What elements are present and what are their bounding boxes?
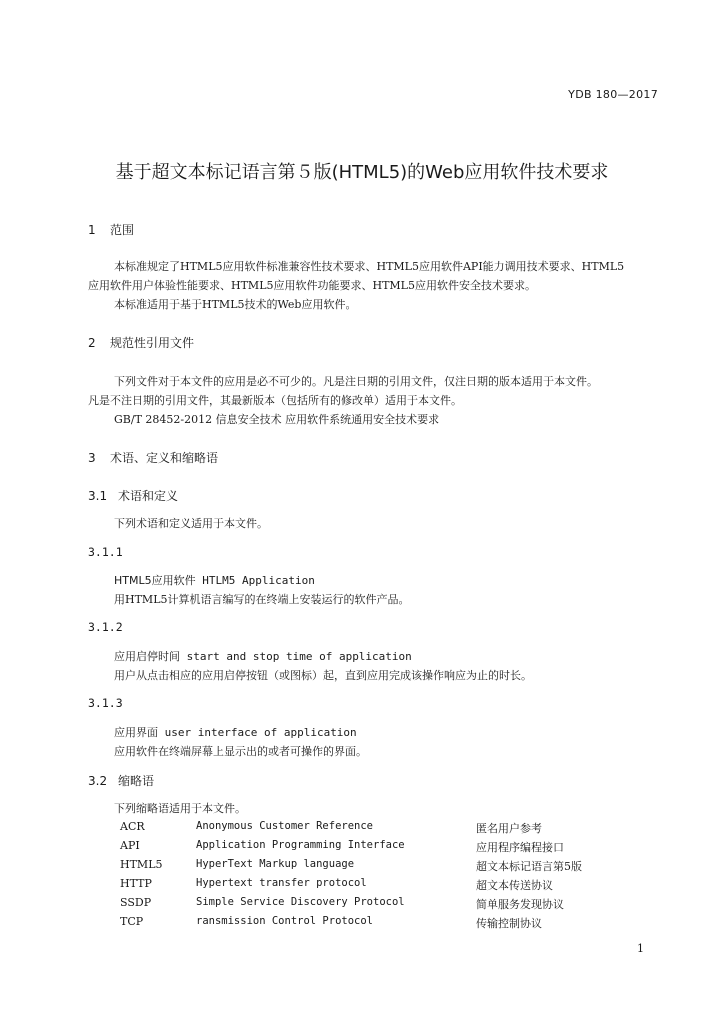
term-chinese: 应用启停时间 bbox=[114, 650, 180, 663]
subsection-heading-3-2 bbox=[88, 772, 154, 789]
term-definition: 用户从点击相应的应用启停按钮（或图标）起，直到应用完成该操作响应为止的时长。 bbox=[114, 669, 532, 682]
reference-item: GB/T 28452-2012 信息安全技术 应用软件系统通用安全技术要求 bbox=[114, 413, 440, 426]
abbr-chinese: 传输控制协议 bbox=[476, 917, 542, 930]
term-chinese: HTML5应用软件 bbox=[114, 574, 196, 587]
abbr-english: Simple Service Discovery Protocol bbox=[196, 896, 405, 908]
term-number: 3.1.3 bbox=[88, 696, 123, 710]
abbr-english: Anonymous Customer Reference bbox=[196, 820, 374, 832]
abbr-chinese: 匿名用户参考 bbox=[476, 822, 542, 835]
paragraph-line: 下列文件对于本文件的应用是必不可少的。凡是注日期的引用文件，仅注日期的版本适用于本文件。 bbox=[114, 375, 598, 388]
section-heading-3 bbox=[88, 449, 218, 466]
section-heading-1 bbox=[88, 221, 134, 238]
abbr-english: Hypertext transfer protocol bbox=[196, 877, 367, 889]
section-heading-2 bbox=[88, 334, 194, 351]
paragraph-line: 本标准适用于基于HTML5技术的Web应用软件。 bbox=[114, 298, 357, 311]
abbr-english: ransmission Control Protocol bbox=[196, 915, 374, 927]
term-definition: 用HTML5计算机语言编写的在终端上安装运行的软件产品。 bbox=[114, 593, 410, 606]
abbr-chinese: 超文本标记语言第5版 bbox=[476, 860, 582, 873]
section-number: 2 bbox=[88, 336, 96, 350]
standard-code: YDB 180—2017 bbox=[568, 88, 658, 101]
term-english: start and stop time of application bbox=[186, 650, 412, 663]
section-number: 3 bbox=[88, 451, 96, 465]
paragraph-line: 下列缩略语适用于本文件。 bbox=[114, 802, 246, 815]
paragraph-line: 下列术语和定义适用于本文件。 bbox=[114, 517, 268, 530]
term-english: HTLM5 Application bbox=[202, 574, 315, 587]
section-number: 1 bbox=[88, 223, 96, 237]
term-heading bbox=[114, 724, 357, 740]
paragraph-line: 应用软件用户体验性能要求、HTML5应用软件功能要求、HTML5应用软件安全技术要求。 bbox=[88, 279, 536, 292]
subsection-heading-3-1 bbox=[88, 487, 178, 504]
subsection-number: 3.1 bbox=[88, 489, 108, 503]
page-number: 1 bbox=[637, 942, 644, 955]
section-title: 范围 bbox=[110, 223, 135, 237]
subsection-number: 3.2 bbox=[88, 774, 108, 788]
abbr-code: SSDP bbox=[120, 896, 152, 909]
abbr-code: API bbox=[120, 839, 140, 852]
abbr-chinese: 超文本传送协议 bbox=[476, 879, 553, 892]
abbr-code: ACR bbox=[120, 820, 145, 833]
abbr-english: HyperText Markup language bbox=[196, 858, 355, 870]
section-title: 规范性引用文件 bbox=[110, 336, 195, 350]
term-heading bbox=[114, 572, 315, 588]
term-number: 3.1.2 bbox=[88, 620, 123, 634]
abbr-english: Application Programming Interface bbox=[196, 839, 405, 851]
section-title: 术语、定义和缩略语 bbox=[110, 451, 219, 465]
paragraph-line: 凡是不注日期的引用文件，其最新版本（包括所有的修改单）适用于本文件。 bbox=[88, 394, 462, 407]
abbr-code: HTTP bbox=[120, 877, 152, 890]
term-definition: 应用软件在终端屏幕上显示出的或者可操作的界面。 bbox=[114, 745, 367, 758]
subsection-title: 缩略语 bbox=[118, 774, 155, 788]
abbr-code: TCP bbox=[120, 915, 144, 928]
abbr-chinese: 简单服务发现协议 bbox=[476, 898, 564, 911]
abbr-code: HTML5 bbox=[120, 858, 163, 871]
subsection-title: 术语和定义 bbox=[118, 489, 179, 503]
paragraph-line: 本标准规定了HTML5应用软件标准兼容性技术要求、HTML5应用软件API能力调用技术要求、HTML5 bbox=[114, 260, 625, 273]
document-title: 基于超文本标记语言第５版(HTML5)的Web应用软件技术要求 bbox=[115, 162, 609, 183]
term-heading bbox=[114, 648, 412, 664]
term-number: 3.1.1 bbox=[88, 545, 123, 559]
term-chinese: 应用界面 bbox=[114, 726, 158, 739]
abbr-chinese: 应用程序编程接口 bbox=[476, 841, 564, 854]
term-english: user interface of application bbox=[164, 726, 357, 739]
